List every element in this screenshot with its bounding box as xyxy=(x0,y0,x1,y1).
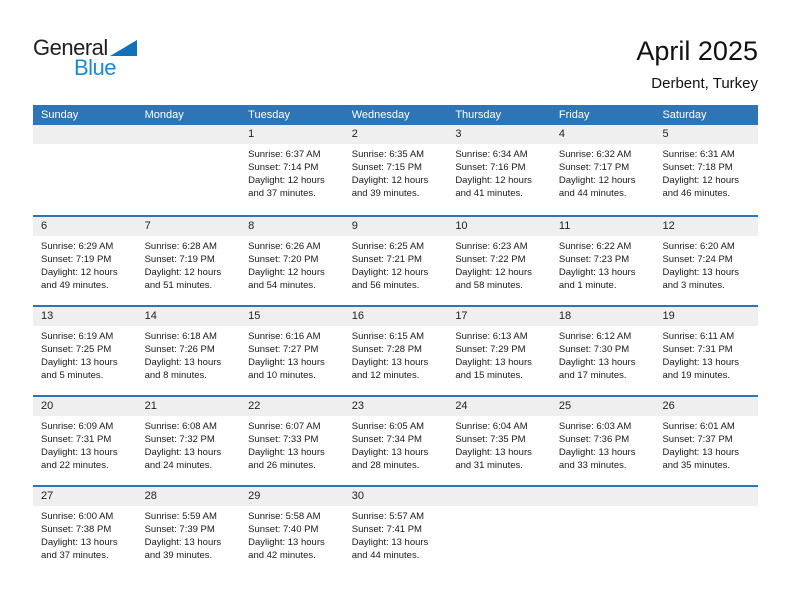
sunset-line: Sunset: 7:32 PM xyxy=(144,434,215,445)
day-info xyxy=(551,506,655,510)
day-info xyxy=(240,416,344,472)
sunrise-line: Sunrise: 6:29 AM xyxy=(41,241,114,252)
day-cell-11 xyxy=(551,217,655,305)
daylight-line: Daylight: 12 hours and 56 minutes. xyxy=(351,267,429,291)
day-info xyxy=(240,326,344,382)
sunrise-line: Sunrise: 6:15 AM xyxy=(351,331,425,342)
weekday-header-wednesday: Wednesday xyxy=(351,109,410,121)
sunrise-line: Sunrise: 6:22 AM xyxy=(558,241,632,252)
daylight-line: Daylight: 13 hours and 33 minutes. xyxy=(558,447,636,471)
sunset-line: Sunset: 7:41 PM xyxy=(351,524,422,535)
day-cell-24 xyxy=(447,397,551,485)
day-cell-20 xyxy=(33,397,137,485)
sunset-line: Sunset: 7:33 PM xyxy=(248,434,319,445)
day-info xyxy=(344,236,448,292)
day-info xyxy=(654,144,758,200)
day-info xyxy=(240,236,344,292)
day-cell-14 xyxy=(137,307,241,395)
weekday-header-row xyxy=(33,105,758,125)
day-number: 25 xyxy=(551,397,655,416)
day-cell-5 xyxy=(654,125,758,215)
day-cell-27 xyxy=(33,487,137,575)
sunrise-line: Sunrise: 6:26 AM xyxy=(248,241,321,252)
daylight-line: Daylight: 13 hours and 22 minutes. xyxy=(41,447,118,471)
sunset-line: Sunset: 7:35 PM xyxy=(455,434,526,445)
day-number: 23 xyxy=(344,397,448,416)
daylight-line: Daylight: 13 hours and 1 minute. xyxy=(558,267,636,291)
sunset-line: Sunset: 7:38 PM xyxy=(41,524,112,535)
day-info xyxy=(240,144,344,200)
week-row-4 xyxy=(33,395,758,485)
day-info xyxy=(551,144,655,200)
day-cell-26 xyxy=(654,397,758,485)
day-cell-23 xyxy=(344,397,448,485)
sunrise-line: Sunrise: 6:18 AM xyxy=(144,331,217,342)
calendar-table xyxy=(33,105,758,575)
day-number: 26 xyxy=(654,397,758,416)
daylight-line: Daylight: 12 hours and 41 minutes. xyxy=(455,175,532,199)
sunset-line: Sunset: 7:29 PM xyxy=(455,344,526,355)
day-number: 11 xyxy=(551,217,655,236)
day-number: 17 xyxy=(447,307,551,326)
day-cell-21 xyxy=(137,397,241,485)
daylight-line: Daylight: 13 hours and 17 minutes. xyxy=(558,357,636,381)
week-row-1 xyxy=(33,125,758,215)
week-row-2 xyxy=(33,215,758,305)
daylight-line: Daylight: 13 hours and 15 minutes. xyxy=(455,357,532,381)
day-cell-25 xyxy=(551,397,655,485)
day-number xyxy=(551,487,655,506)
day-cell-13 xyxy=(33,307,137,395)
empty-cell xyxy=(137,125,241,215)
day-info xyxy=(447,236,551,292)
sunrise-line: Sunrise: 6:35 AM xyxy=(351,149,425,160)
day-number: 12 xyxy=(654,217,758,236)
daylight-line: Daylight: 13 hours and 28 minutes. xyxy=(351,447,429,471)
sunrise-line: Sunrise: 6:31 AM xyxy=(662,149,735,160)
daylight-line: Daylight: 12 hours and 46 minutes. xyxy=(662,175,740,199)
sunset-line: Sunset: 7:26 PM xyxy=(144,344,215,355)
day-number: 6 xyxy=(33,217,137,236)
sunset-line: Sunset: 7:31 PM xyxy=(662,344,733,355)
day-info xyxy=(654,236,758,292)
daylight-line: Daylight: 13 hours and 10 minutes. xyxy=(248,357,325,381)
sunrise-line: Sunrise: 6:09 AM xyxy=(41,421,114,432)
day-cell-15 xyxy=(240,307,344,395)
day-cell-8 xyxy=(240,217,344,305)
daylight-line: Daylight: 12 hours and 39 minutes. xyxy=(351,175,429,199)
day-cell-29 xyxy=(240,487,344,575)
sunset-line: Sunset: 7:21 PM xyxy=(351,254,422,265)
sunrise-line: Sunrise: 6:19 AM xyxy=(41,331,114,342)
sunset-line: Sunset: 7:30 PM xyxy=(558,344,630,355)
weekday-header-sunday: Sunday xyxy=(41,109,79,121)
day-cell-16 xyxy=(344,307,448,395)
daylight-line: Daylight: 12 hours and 49 minutes. xyxy=(41,267,118,291)
day-info xyxy=(344,416,448,472)
day-cell-30 xyxy=(344,487,448,575)
day-number xyxy=(654,487,758,506)
day-info xyxy=(654,506,758,510)
day-cell-3 xyxy=(447,125,551,215)
day-number: 16 xyxy=(344,307,448,326)
empty-cell xyxy=(447,487,551,575)
day-cell-7 xyxy=(137,217,241,305)
daylight-line: Daylight: 13 hours and 19 minutes. xyxy=(662,357,740,381)
daylight-line: Daylight: 13 hours and 26 minutes. xyxy=(248,447,325,471)
sunrise-line: Sunrise: 6:25 AM xyxy=(351,241,425,252)
day-number: 13 xyxy=(33,307,137,326)
daylight-line: Daylight: 13 hours and 44 minutes. xyxy=(351,537,429,561)
sunrise-line: Sunrise: 6:01 AM xyxy=(662,421,735,432)
sunset-line: Sunset: 7:25 PM xyxy=(41,344,112,355)
day-info xyxy=(33,416,137,472)
title-block xyxy=(636,36,758,93)
day-cell-17 xyxy=(447,307,551,395)
day-number: 2 xyxy=(344,125,448,144)
daylight-line: Daylight: 13 hours and 39 minutes. xyxy=(144,537,222,561)
weekday-header-friday: Friday xyxy=(558,109,590,121)
week-row-3 xyxy=(33,305,758,395)
day-info xyxy=(344,144,448,200)
daylight-line: Daylight: 13 hours and 5 minutes. xyxy=(41,357,118,381)
sunrise-line: Sunrise: 6:03 AM xyxy=(558,421,632,432)
day-info xyxy=(33,506,137,562)
daylight-line: Daylight: 12 hours and 51 minutes. xyxy=(144,267,222,291)
sunset-line: Sunset: 7:37 PM xyxy=(662,434,733,445)
daylight-line: Daylight: 12 hours and 58 minutes. xyxy=(455,267,532,291)
sunset-line: Sunset: 7:19 PM xyxy=(144,254,215,265)
sunrise-line: Sunrise: 6:37 AM xyxy=(248,149,321,160)
sunrise-line: Sunrise: 5:59 AM xyxy=(144,511,217,522)
day-number xyxy=(137,125,241,144)
day-info xyxy=(344,506,448,562)
day-cell-19 xyxy=(654,307,758,395)
day-info xyxy=(137,506,241,562)
sunrise-line: Sunrise: 6:23 AM xyxy=(455,241,528,252)
day-info xyxy=(240,506,344,562)
sunrise-line: Sunrise: 6:04 AM xyxy=(455,421,528,432)
day-cell-1 xyxy=(240,125,344,215)
sunrise-line: Sunrise: 5:58 AM xyxy=(248,511,321,522)
sunrise-line: Sunrise: 6:00 AM xyxy=(41,511,114,522)
day-info xyxy=(447,506,551,510)
day-info xyxy=(551,416,655,472)
day-number: 21 xyxy=(137,397,241,416)
weekday-header-tuesday: Tuesday xyxy=(248,109,290,121)
sunrise-line: Sunrise: 6:20 AM xyxy=(662,241,735,252)
day-info xyxy=(33,326,137,382)
day-number: 18 xyxy=(551,307,655,326)
day-cell-10 xyxy=(447,217,551,305)
day-cell-12 xyxy=(654,217,758,305)
day-cell-9 xyxy=(344,217,448,305)
weekday-header-saturday: Saturday xyxy=(662,109,707,121)
day-number xyxy=(447,487,551,506)
day-number: 20 xyxy=(33,397,137,416)
day-number: 7 xyxy=(137,217,241,236)
day-info xyxy=(551,236,655,292)
sunset-line: Sunset: 7:27 PM xyxy=(248,344,319,355)
day-number: 15 xyxy=(240,307,344,326)
daylight-line: Daylight: 12 hours and 44 minutes. xyxy=(558,175,636,199)
sunrise-line: Sunrise: 6:16 AM xyxy=(248,331,321,342)
logo-text-blue: Blue xyxy=(74,55,117,80)
empty-cell xyxy=(33,125,137,215)
sunrise-line: Sunrise: 6:12 AM xyxy=(558,331,632,342)
logo-triangle-icon xyxy=(110,40,137,56)
sunrise-line: Sunrise: 6:08 AM xyxy=(144,421,217,432)
day-number: 28 xyxy=(137,487,241,506)
sunrise-line: Sunrise: 6:28 AM xyxy=(144,241,217,252)
daylight-line: Daylight: 13 hours and 3 minutes. xyxy=(662,267,740,291)
sunrise-line: Sunrise: 6:11 AM xyxy=(662,331,735,342)
day-number: 10 xyxy=(447,217,551,236)
day-number xyxy=(33,125,137,144)
sunrise-line: Sunrise: 5:57 AM xyxy=(351,511,425,522)
daylight-line: Daylight: 13 hours and 37 minutes. xyxy=(41,537,118,561)
day-number: 4 xyxy=(551,125,655,144)
daylight-line: Daylight: 13 hours and 12 minutes. xyxy=(351,357,429,381)
day-number: 1 xyxy=(240,125,344,144)
page-subtitle: Derbent, Turkey xyxy=(651,75,758,92)
sunset-line: Sunset: 7:19 PM xyxy=(41,254,112,265)
day-number: 29 xyxy=(240,487,344,506)
day-info xyxy=(447,326,551,382)
sunset-line: Sunset: 7:20 PM xyxy=(248,254,319,265)
day-number: 27 xyxy=(33,487,137,506)
sunset-line: Sunset: 7:39 PM xyxy=(144,524,215,535)
daylight-line: Daylight: 13 hours and 31 minutes. xyxy=(455,447,532,471)
sunset-line: Sunset: 7:17 PM xyxy=(558,162,630,173)
sunset-line: Sunset: 7:34 PM xyxy=(351,434,422,445)
daylight-line: Daylight: 13 hours and 35 minutes. xyxy=(662,447,740,471)
day-info xyxy=(137,236,241,292)
sunset-line: Sunset: 7:31 PM xyxy=(41,434,112,445)
calendar-weeks xyxy=(33,125,758,575)
sunrise-line: Sunrise: 6:13 AM xyxy=(455,331,528,342)
sunset-line: Sunset: 7:40 PM xyxy=(248,524,319,535)
sunset-line: Sunset: 7:18 PM xyxy=(662,162,733,173)
day-cell-18 xyxy=(551,307,655,395)
day-number: 5 xyxy=(654,125,758,144)
day-cell-2 xyxy=(344,125,448,215)
sunrise-line: Sunrise: 6:34 AM xyxy=(455,149,528,160)
weekday-header-monday: Monday xyxy=(144,109,184,121)
page-title: April 2025 xyxy=(636,36,758,66)
general-blue-logo xyxy=(33,35,163,80)
sunset-line: Sunset: 7:22 PM xyxy=(455,254,526,265)
sunrise-line: Sunrise: 6:05 AM xyxy=(351,421,425,432)
day-cell-6 xyxy=(33,217,137,305)
day-number: 3 xyxy=(447,125,551,144)
day-info xyxy=(137,326,241,382)
day-info xyxy=(654,326,758,382)
empty-cell xyxy=(551,487,655,575)
sunset-line: Sunset: 7:36 PM xyxy=(558,434,630,445)
day-number: 8 xyxy=(240,217,344,236)
day-info xyxy=(33,236,137,292)
day-number: 14 xyxy=(137,307,241,326)
empty-cell xyxy=(654,487,758,575)
sunset-line: Sunset: 7:15 PM xyxy=(351,162,422,173)
sunset-line: Sunset: 7:28 PM xyxy=(351,344,422,355)
sunset-line: Sunset: 7:16 PM xyxy=(455,162,526,173)
day-info xyxy=(654,416,758,472)
day-info xyxy=(137,416,241,472)
day-info xyxy=(447,144,551,200)
daylight-line: Daylight: 12 hours and 37 minutes. xyxy=(248,175,325,199)
day-info xyxy=(344,326,448,382)
daylight-line: Daylight: 13 hours and 24 minutes. xyxy=(144,447,222,471)
day-cell-28 xyxy=(137,487,241,575)
daylight-line: Daylight: 13 hours and 8 minutes. xyxy=(144,357,222,381)
day-info xyxy=(137,144,241,148)
logo-text-general: General xyxy=(33,35,108,60)
day-number: 9 xyxy=(344,217,448,236)
sunset-line: Sunset: 7:23 PM xyxy=(558,254,630,265)
day-number: 19 xyxy=(654,307,758,326)
day-info xyxy=(551,326,655,382)
day-cell-22 xyxy=(240,397,344,485)
day-number: 30 xyxy=(344,487,448,506)
week-row-5 xyxy=(33,485,758,575)
sunrise-line: Sunrise: 6:32 AM xyxy=(558,149,632,160)
day-info xyxy=(33,144,137,148)
sunset-line: Sunset: 7:24 PM xyxy=(662,254,733,265)
weekday-header-thursday: Thursday xyxy=(455,109,502,121)
day-number: 22 xyxy=(240,397,344,416)
day-number: 24 xyxy=(447,397,551,416)
day-info xyxy=(447,416,551,472)
sunset-line: Sunset: 7:14 PM xyxy=(248,162,319,173)
sunrise-line: Sunrise: 6:07 AM xyxy=(248,421,321,432)
day-cell-4 xyxy=(551,125,655,215)
daylight-line: Daylight: 12 hours and 54 minutes. xyxy=(248,267,325,291)
daylight-line: Daylight: 13 hours and 42 minutes. xyxy=(248,537,325,561)
